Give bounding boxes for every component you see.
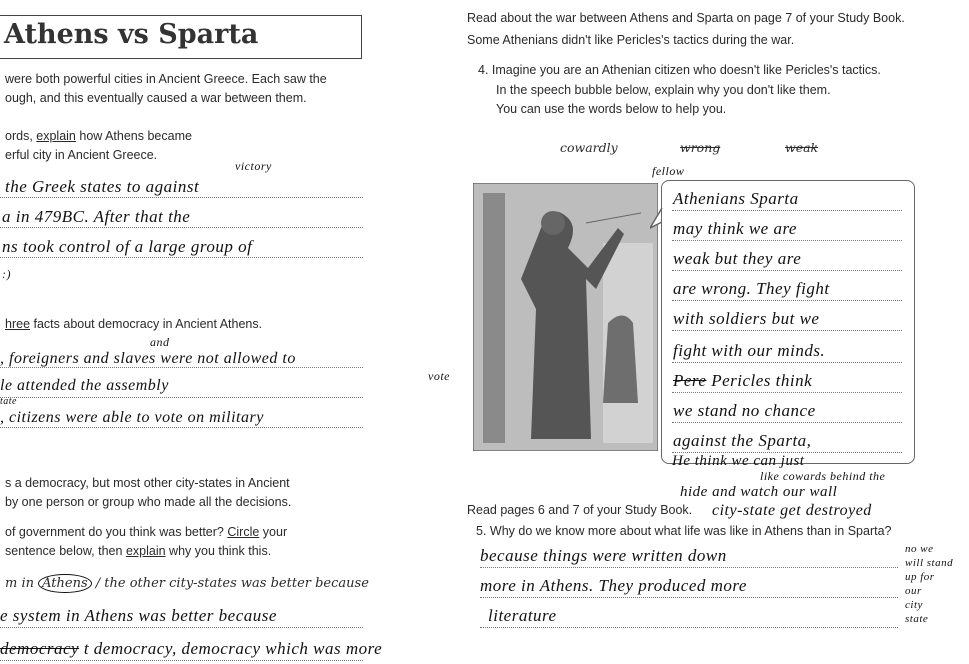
handwritten-answer: , citizens were able to vote on military — [0, 409, 264, 426]
bubble-text: may think we are — [673, 219, 797, 238]
handwritten-insert: victory — [235, 159, 272, 173]
overflow-text: city-state get destroyed — [712, 502, 872, 519]
bubble-line — [672, 240, 902, 241]
handwritten-insert: fellow — [652, 164, 685, 178]
handwritten-answer: e system in Athens was better because — [0, 606, 277, 625]
right-intro: Some Athenians didn't like Pericles's tactics during the war. — [467, 33, 795, 47]
bubble-line — [672, 330, 902, 331]
question-5: 5. Why do we know more about what life was like in Athens than in Sparta? — [476, 524, 892, 538]
word-bank-word: weak — [785, 140, 819, 155]
answer-line — [0, 627, 363, 628]
answer-line — [480, 567, 898, 568]
bubble-line — [672, 270, 902, 271]
handwritten-answer: :) — [2, 267, 11, 281]
handwritten-answer: the Greek states to against — [5, 177, 200, 196]
bubble-line — [672, 362, 902, 363]
question-1-line2: erful city in Ancient Greece. — [5, 148, 158, 162]
bubble-line — [672, 392, 902, 393]
right-intro: Read about the war between Athens and Sparta on page 7 of your Study Book. — [467, 11, 905, 25]
bubble-text: Pere Pericles think — [673, 371, 813, 390]
bubble-line — [672, 210, 902, 211]
handwritten-answer: le attended the assembly — [0, 377, 169, 394]
bubble-line — [672, 422, 902, 423]
choice-sentence: m in Athens / the other city-states was better because — [5, 576, 369, 591]
q3-intro: s a democracy, but most other city-states in Ancient — [5, 476, 290, 490]
side-note: no we will stand up for our city state — [905, 543, 954, 625]
bubble-line — [672, 300, 902, 301]
handwritten-answer: , foreigners and slaves were not allowed to — [0, 350, 296, 367]
answer-line — [0, 660, 363, 661]
handwritten-insert: and — [150, 335, 170, 349]
question-4-line: In the speech bubble below, explain why you don't like them. — [496, 83, 831, 97]
bubble-text: Athenians Sparta — [673, 189, 799, 208]
answer-line — [0, 397, 363, 398]
overflow-text: hide and watch our wall — [680, 484, 838, 500]
handwritten-answer: democracy t democracy, democracy which was more — [0, 639, 383, 658]
bubble-text: fight with our minds. — [673, 341, 826, 360]
question-4: 4. Imagine you are an Athenian citizen who doesn't like Pericles's tactics. — [478, 63, 881, 77]
question-4-line: You can use the words below to help you. — [496, 102, 727, 116]
bubble-text: with soldiers but we — [673, 309, 820, 328]
page-title: Athens vs Sparta — [4, 19, 259, 50]
question-3: of government do you think was better? Circle your — [5, 525, 288, 539]
word-bank-word: cowardly — [560, 140, 618, 155]
handwritten-answer: more in Athens. They produced more — [480, 576, 747, 595]
answer-line — [480, 627, 898, 628]
intro-line: were both powerful cities in Ancient Greece. Each saw the — [5, 72, 327, 86]
bubble-text: are wrong. They fight — [673, 279, 830, 298]
answer-line — [0, 197, 363, 198]
handwritten-answer: literature — [488, 606, 557, 625]
question-1: ords, explain how Athens became — [5, 129, 192, 143]
answer-line — [0, 427, 363, 428]
answer-line — [480, 597, 898, 598]
question-2: hree facts about democracy in Ancient Athens. — [5, 317, 263, 331]
bubble-text: against the Sparta, — [673, 431, 812, 450]
handwritten-insert: tate — [0, 396, 17, 407]
answer-line — [0, 227, 363, 228]
handwritten-insert: vote — [428, 369, 450, 383]
circled-choice: Athens — [38, 574, 92, 593]
handwritten-answer: ns took control of a large group of — [2, 237, 253, 256]
intro-line: ough, and this eventually caused a war between them. — [5, 91, 307, 105]
overflow-text: He think we can just — [672, 453, 805, 469]
q3-intro: by one person or group who made all the decisions. — [5, 495, 292, 509]
pericles-illustration — [473, 183, 658, 451]
bubble-text: weak but they are — [673, 249, 802, 268]
question-3-line2: sentence below, then explain why you think this. — [5, 544, 272, 558]
bubble-text: we stand no chance — [673, 401, 816, 420]
handwritten-answer: a in 479BC. After that the — [2, 207, 191, 226]
overflow-text: like cowards behind the — [760, 469, 886, 483]
handwritten-answer: because things were written down — [480, 546, 727, 565]
read-pages-instruction: Read pages 6 and 7 of your Study Book. — [467, 503, 693, 517]
word-bank-word: wrong — [680, 140, 721, 155]
answer-line — [0, 257, 363, 258]
